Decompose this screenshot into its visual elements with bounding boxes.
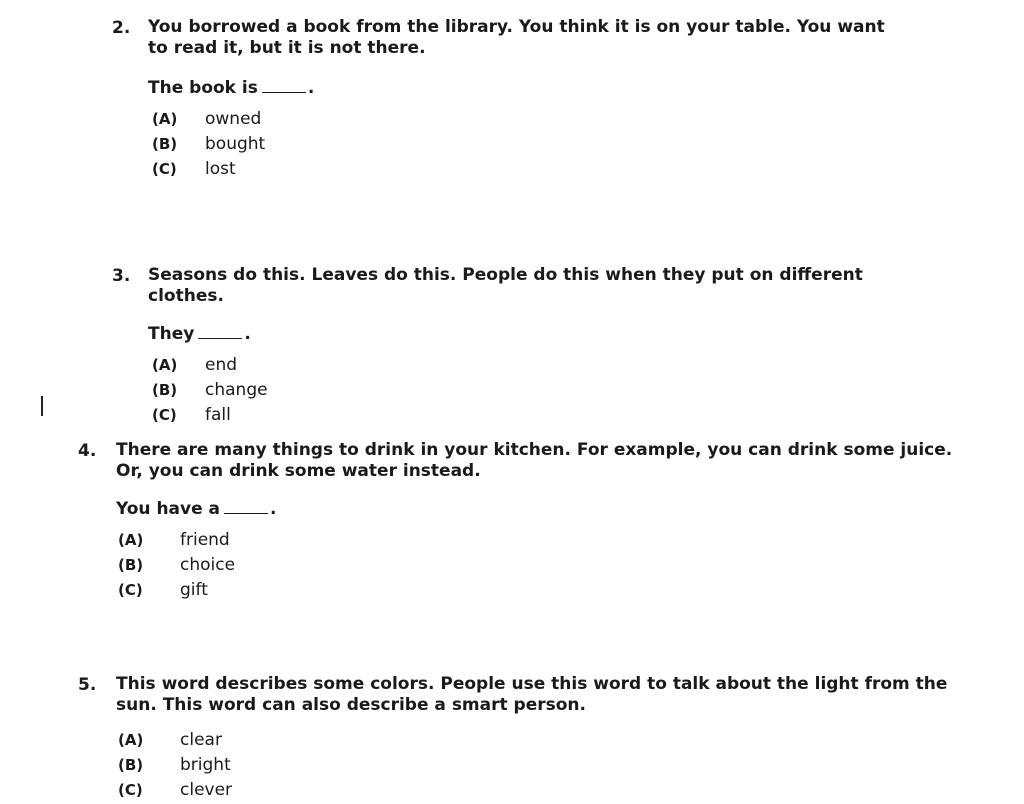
question-stem	[116, 498, 978, 520]
answer-options	[118, 528, 978, 603]
option-a[interactable]	[152, 353, 932, 378]
answer-blank	[224, 499, 268, 514]
option-text: fall	[205, 405, 231, 425]
option-text: bought	[205, 134, 266, 154]
option-letter: (C)	[152, 406, 177, 424]
question-2	[112, 17, 912, 182]
option-c[interactable]	[152, 403, 932, 428]
question-text: This word describes some colors. People use this word to talk about the light from the sun. This word can also describe a smart person.	[116, 674, 948, 715]
option-text: end	[205, 355, 238, 375]
option-b[interactable]	[118, 753, 988, 778]
question-header	[78, 674, 988, 716]
question-text: Seasons do this. Leaves do this. People do this when they put on different clothes.	[148, 265, 863, 306]
answer-options	[152, 107, 912, 182]
option-letter: (C)	[118, 781, 143, 799]
answer-options	[118, 728, 988, 803]
question-3	[112, 265, 932, 428]
stem-text: They	[148, 324, 195, 344]
option-letter: (B)	[118, 756, 144, 774]
margin-mark	[41, 396, 43, 416]
option-a[interactable]	[118, 728, 988, 753]
option-c[interactable]	[118, 578, 978, 603]
option-text: lost	[205, 159, 236, 179]
question-stem	[148, 77, 912, 99]
question-number: 2.	[112, 18, 131, 38]
option-letter: (C)	[152, 160, 177, 178]
question-text: You borrowed a book from the library. You think it is on your table. You want to read it, but it is not there.	[148, 17, 885, 58]
option-a[interactable]	[152, 107, 912, 132]
option-letter: (A)	[118, 531, 144, 549]
option-text: friend	[180, 530, 230, 550]
question-header	[112, 17, 912, 59]
option-text: change	[205, 380, 268, 400]
option-letter: (B)	[152, 135, 178, 153]
option-b[interactable]	[152, 132, 912, 157]
stem-end: .	[270, 499, 277, 519]
option-text: clear	[180, 730, 222, 750]
option-text: gift	[180, 580, 208, 600]
option-c[interactable]	[152, 157, 912, 182]
option-b[interactable]	[152, 378, 932, 403]
question-4	[78, 440, 978, 603]
option-letter: (B)	[118, 556, 144, 574]
question-number: 5.	[78, 675, 97, 695]
option-letter: (B)	[152, 381, 178, 399]
question-5	[78, 674, 988, 803]
option-text: choice	[180, 555, 236, 575]
question-stem	[148, 323, 932, 345]
question-header	[78, 440, 978, 482]
option-text: bright	[180, 755, 231, 775]
question-number: 4.	[78, 441, 97, 461]
answer-blank	[262, 78, 306, 93]
stem-end: .	[244, 324, 251, 344]
question-header	[112, 265, 932, 307]
question-text: There are many things to drink in your kitchen. For example, you can drink some juice. Or, you can drink some water instead.	[116, 440, 953, 481]
option-letter: (A)	[118, 731, 144, 749]
answer-blank	[198, 324, 242, 339]
option-text: owned	[205, 109, 262, 129]
option-letter: (C)	[118, 581, 143, 599]
option-c[interactable]	[118, 778, 988, 803]
stem-end: .	[307, 78, 315, 98]
option-b[interactable]	[118, 553, 978, 578]
option-a[interactable]	[118, 528, 978, 553]
option-letter: (A)	[152, 356, 178, 374]
option-letter: (A)	[152, 110, 178, 128]
stem-text: You have a	[116, 499, 221, 519]
question-number: 3.	[112, 266, 131, 286]
answer-options	[152, 353, 932, 428]
option-text: clever	[180, 780, 233, 800]
stem-text: The book is	[148, 78, 258, 98]
